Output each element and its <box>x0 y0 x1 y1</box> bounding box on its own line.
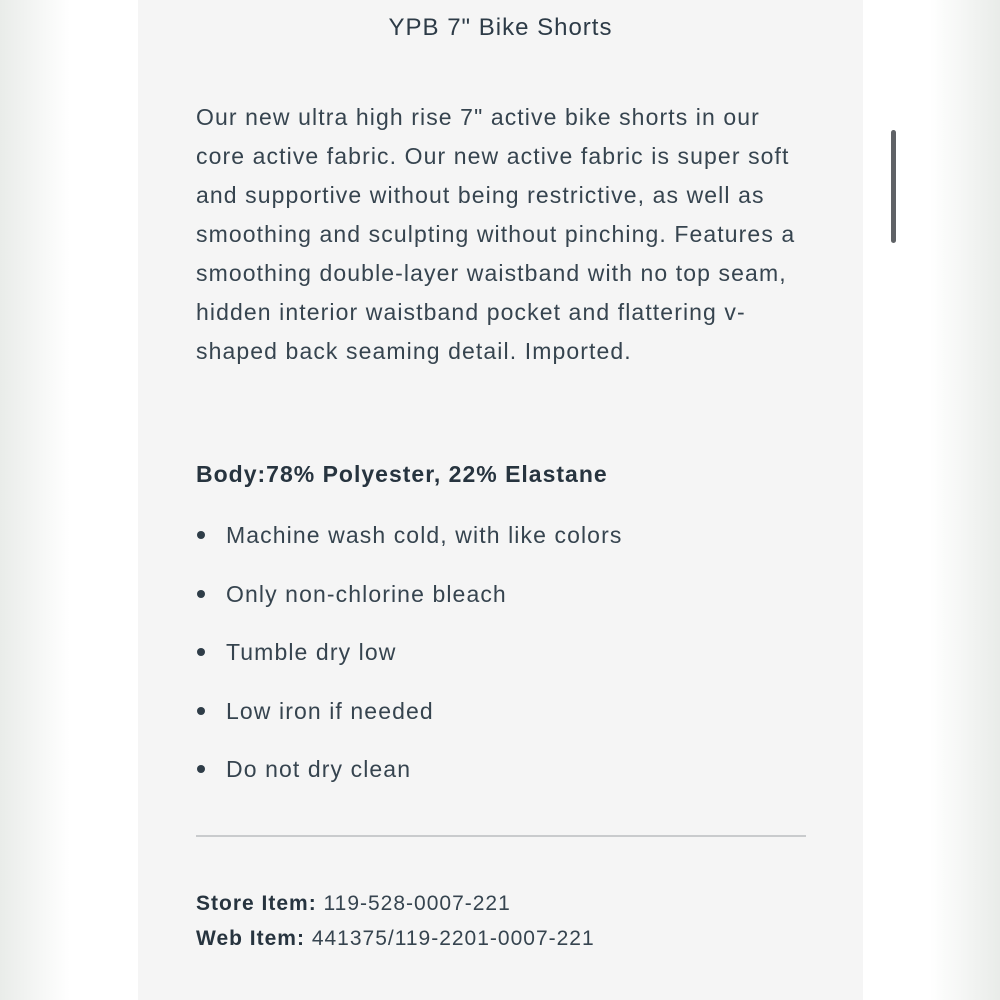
care-instructions-list <box>196 518 816 811</box>
web-item-label: Web Item: <box>196 927 305 950</box>
care-instruction-text: Low iron if needed <box>226 697 434 724</box>
bullet-icon <box>197 590 205 598</box>
store-item-number: 119-528-0007-221 <box>323 892 511 915</box>
care-instruction-item <box>196 518 816 577</box>
care-instruction-item <box>196 577 816 636</box>
web-item-number: 441375/119-2201-0007-221 <box>311 927 595 950</box>
care-instruction-item <box>196 694 816 753</box>
bullet-icon <box>197 531 205 539</box>
store-item-line <box>196 892 511 916</box>
screen <box>98 0 904 1000</box>
bullet-icon <box>197 707 205 715</box>
care-instruction-text: Only non-chlorine bleach <box>226 580 507 607</box>
care-instruction-text: Do not dry clean <box>226 756 412 782</box>
care-instruction-text: Machine wash cold, with like colors <box>226 522 623 548</box>
bullet-icon <box>197 648 205 656</box>
care-instruction-text: Tumble dry low <box>226 639 397 665</box>
store-item-label: Store Item: <box>196 892 317 915</box>
product-details-panel <box>138 0 863 1000</box>
care-instruction-item <box>196 752 816 811</box>
fabric-composition: Body:78% Polyester, 22% Elastane <box>196 461 608 487</box>
product-title: YPB 7" Bike Shorts <box>388 14 613 41</box>
section-divider <box>196 835 806 837</box>
scrollbar-thumb[interactable] <box>891 130 896 243</box>
care-instruction-item <box>196 635 816 694</box>
product-description: Our new ultra high rise 7" active bike shorts in our core active fabric. Our new active fabric is super soft and supportive without being restrictive, as well as smoothing and sculpting without pinching. Features a smoothing double-layer waistband with no top seam, hidden interior waistband pocket and flattering v-shaped back seaming detail. Imported. <box>196 104 796 364</box>
web-item-line <box>196 927 595 951</box>
bullet-icon <box>197 765 205 773</box>
